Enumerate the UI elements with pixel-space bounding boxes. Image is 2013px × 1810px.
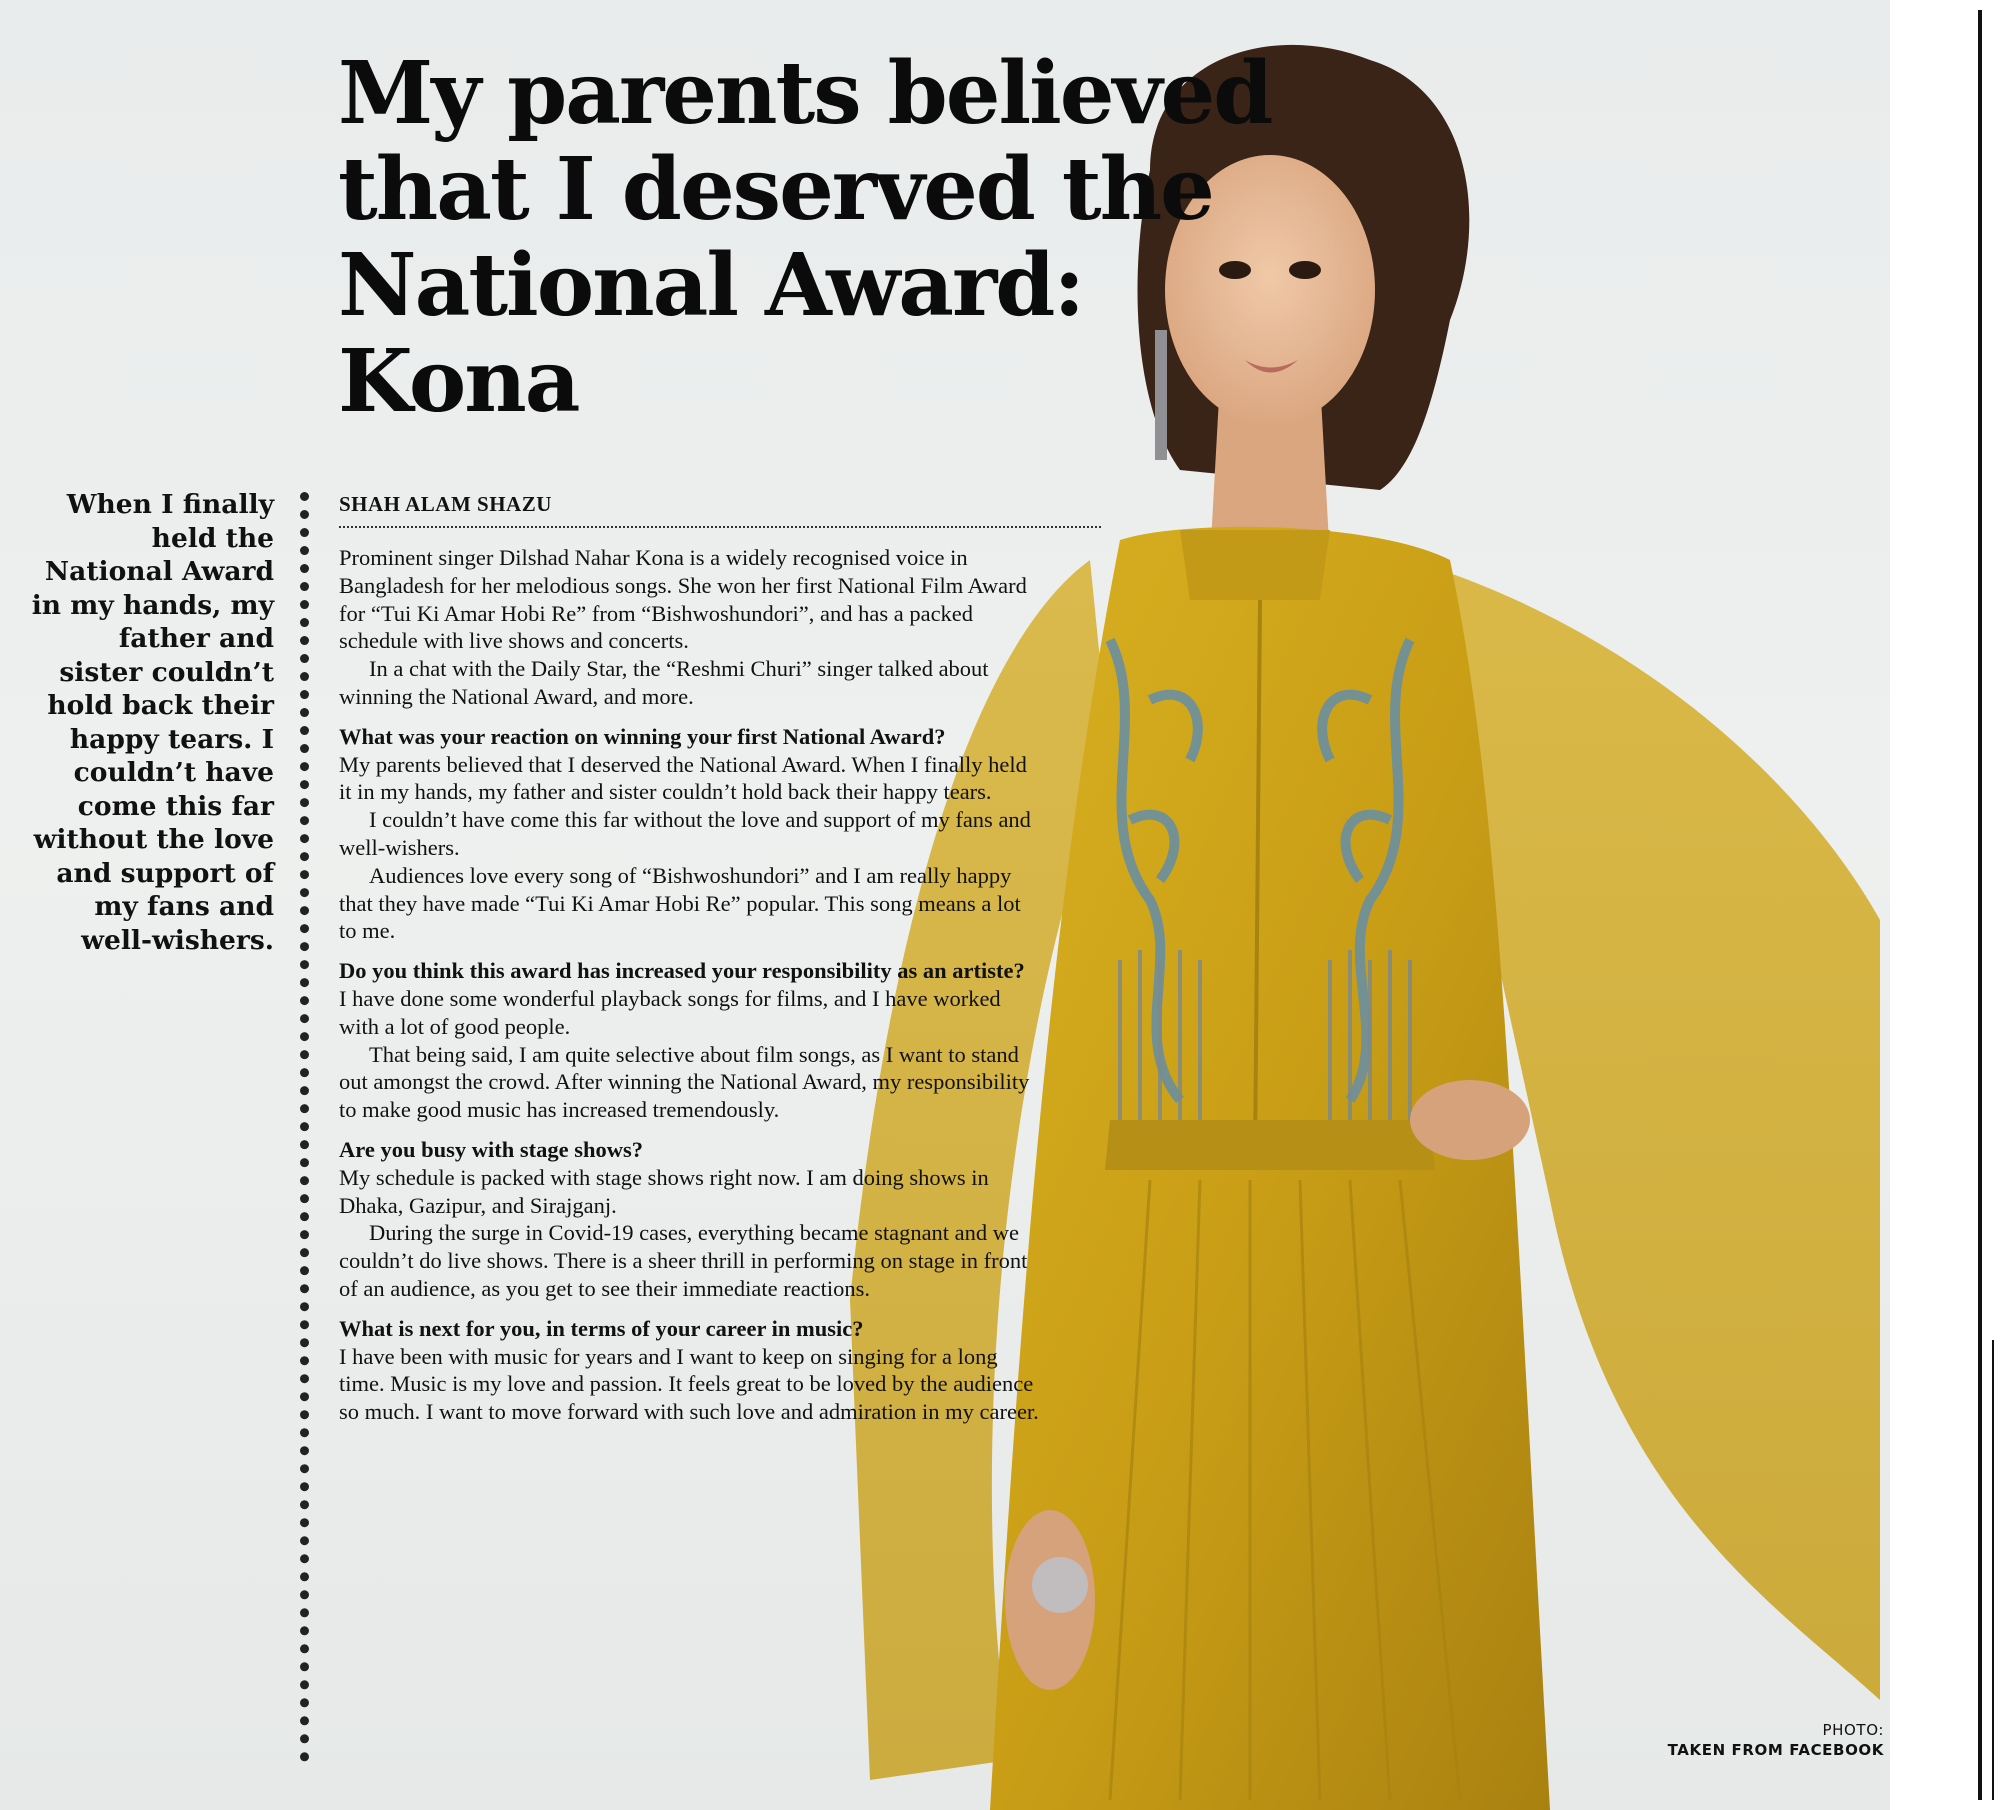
page-edge-rule-thin xyxy=(1992,1340,1994,1800)
byline-divider xyxy=(339,526,1101,528)
headline: My parents believed that I deserved the National Award: Kona xyxy=(338,43,1272,432)
byline: SHAH ALAM SHAZU xyxy=(339,492,552,516)
photo-credit-label: PHOTO: xyxy=(1822,1721,1884,1739)
answer-paragraph: My parents believed that I deserved the National Award. When I finally held it in my hands, my father and sister couldn’t hold back their happy tears. xyxy=(339,751,1027,805)
answer-paragraph: I couldn’t have come this far without the love and support of my fans and well-wishers. xyxy=(339,807,1031,860)
answer-paragraph: My schedule is packed with stage shows right now. I am doing shows in Dhaka, Gazipur, and Sirajganj. xyxy=(339,1164,989,1218)
photo-credit xyxy=(1668,1720,1884,1760)
question: Do you think this award has increased your responsibility as an artiste? xyxy=(339,958,1025,984)
photo-credit-source: TAKEN FROM FACEBOOK xyxy=(1667,1741,1884,1759)
column-divider xyxy=(300,492,309,1762)
question: What is next for you, in terms of your career in music? xyxy=(339,1315,864,1341)
page-edge-rule xyxy=(1978,10,1982,1800)
intro-paragraph: Prominent singer Dilshad Nahar Kona is a widely recognised voice in Bangladesh for her melodious songs. She won her first National Film Award for “Tui Ki Amar Hobi Re” from “Bishwoshundori”, and has a packed schedule with live shows and concerts. xyxy=(339,545,1027,654)
intro-paragraph: In a chat with the Daily Star, the “Reshmi Churi” singer talked about winning the National Award, and more. xyxy=(339,656,989,709)
article-body xyxy=(339,544,1039,1426)
answer-paragraph: That being said, I am quite selective about film songs, as I want to stand out amongst the crowd. After winning the National Award, my responsibility to make good music has increased tremendously. xyxy=(339,1041,1030,1123)
answer-paragraph: I have done some wonderful playback songs for films, and I have worked with a lot of good people. xyxy=(339,985,1001,1039)
answer-paragraph: Audiences love every song of “Bishwoshundori” and I am really happy that they have made “Tui Ki Amar Hobi Re” popular. This song means a lot to me. xyxy=(339,862,1021,944)
question: Are you busy with stage shows? xyxy=(339,1136,644,1162)
answer-paragraph: During the surge in Covid-19 cases, everything became stagnant and we couldn’t do live shows. There is a sheer thrill in performing on stage in front of an audience, as you get to see their immediate reactions. xyxy=(339,1220,1028,1301)
answer-paragraph: I have been with music for years and I want to keep on singing for a long time. Music is my love and passion. It feels great to be loved by the audience so much. I want to move forward with such love and admiration in my career. xyxy=(339,1343,1039,1425)
question: What was your reaction on winning your first National Award? xyxy=(339,723,946,749)
pull-quote: When I finally held the National Award in my hands, my father and sister couldn’t hold back their happy tears. I couldn’t have come this far without the love and support of my fans and well-wishers. xyxy=(31,489,274,956)
